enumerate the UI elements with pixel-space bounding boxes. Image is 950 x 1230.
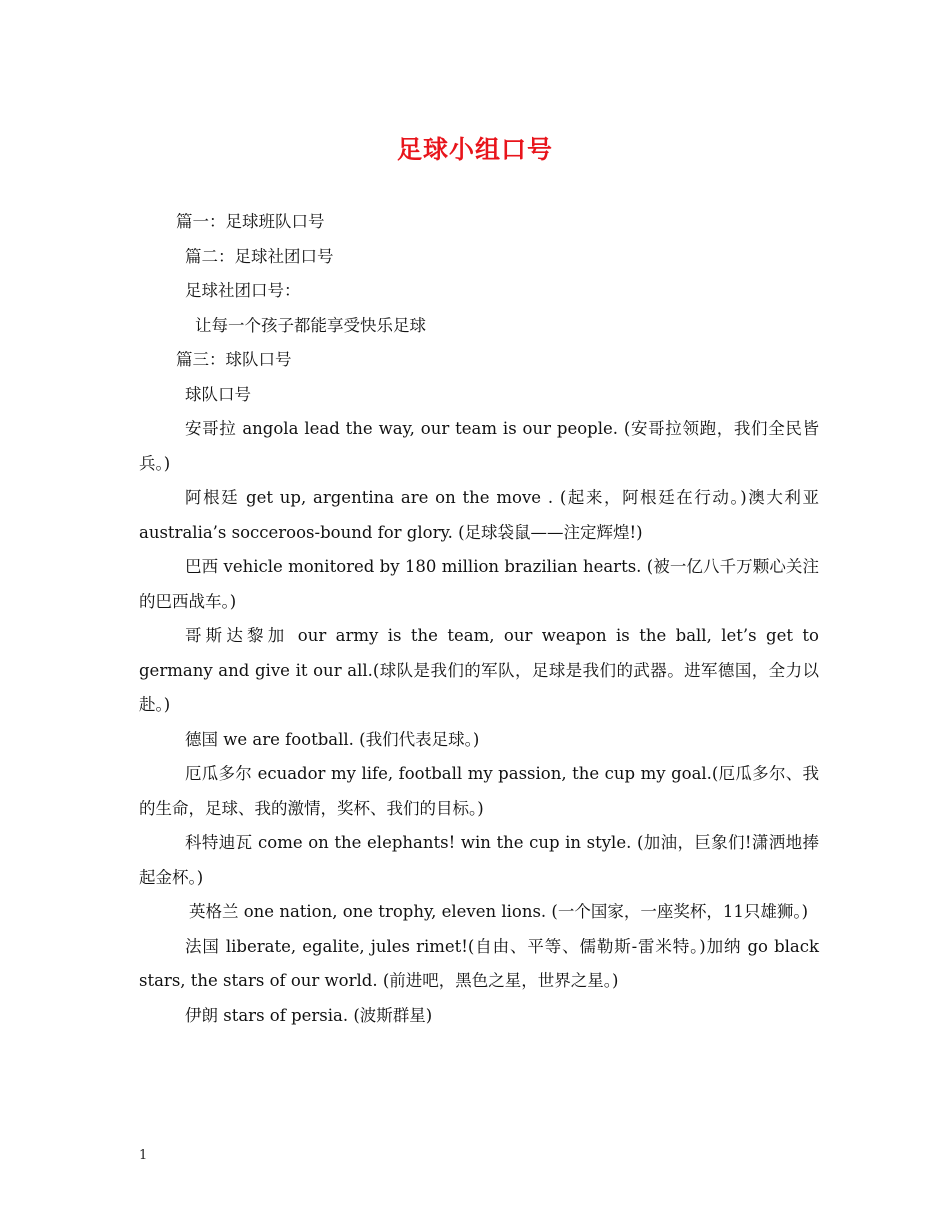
- paragraph-ecuador: 厄瓜多尔 ecuador my life, football my passion, the cup my goal.(厄瓜多尔、我的生命，足球、我的激情，奖杯、我们的目标。): [139, 764, 819, 818]
- paragraph-germany: 德国 we are football. (我们代表足球。): [185, 729, 480, 749]
- document-title: 足球小组口号: [396, 135, 553, 164]
- paragraph-argentina-australia: 阿根廷 get up, argentina are on the move . (起来，阿根廷在行动。)澳大利亚 australia’s socceroos-bound for glory. (足球袋鼠——注定辉煌!): [139, 488, 819, 542]
- paragraph-club-slogan: 让每一个孩子都能享受快乐足球: [195, 315, 426, 335]
- paragraph-england: 英格兰 one nation, one trophy, eleven lions. (一个国家，一座奖杯，11只雄狮。): [189, 902, 809, 921]
- document-body: [139, 205, 819, 1033]
- section-heading-2: 篇二：足球社团口号: [185, 246, 334, 266]
- paragraph-costa-rica: 哥斯达黎加 our army is the team, our weapon is the ball, let’s get to germany and give it our all.(球队是我们的军队，足球是我们的武器。进军德国，全力以赴。): [139, 626, 819, 714]
- paragraph-team-slogan-label: 球队口号: [185, 384, 251, 404]
- section-heading-1: 篇一：足球班队口号: [176, 212, 325, 231]
- section-heading-3: 篇三：球队口号: [176, 350, 292, 369]
- paragraph-iran: 伊朗 stars of persia. (波斯群星): [185, 1005, 433, 1025]
- paragraph-france-ghana: 法国 liberate, egalite, jules rimet!(自由、平等、儒勒斯-雷米特。)加纳 go black stars, the stars of our world. (前进吧，黑色之星，世界之星。): [139, 936, 819, 990]
- paragraph-club-slogan-label: 足球社团口号：: [185, 281, 301, 300]
- page-number: 1: [139, 1148, 148, 1163]
- paragraph-brazil: 巴西 vehicle monitored by 180 million brazilian hearts. (被一亿八千万颗心关注的巴西战车。): [139, 557, 819, 611]
- paragraph-angola: 安哥拉 angola lead the way, our team is our people. (安哥拉领跑，我们全民皆兵。): [139, 419, 819, 473]
- paragraph-ivory-coast: 科特迪瓦 come on the elephants! win the cup in style. (加油，巨象们!潇洒地捧起金杯。): [139, 833, 819, 887]
